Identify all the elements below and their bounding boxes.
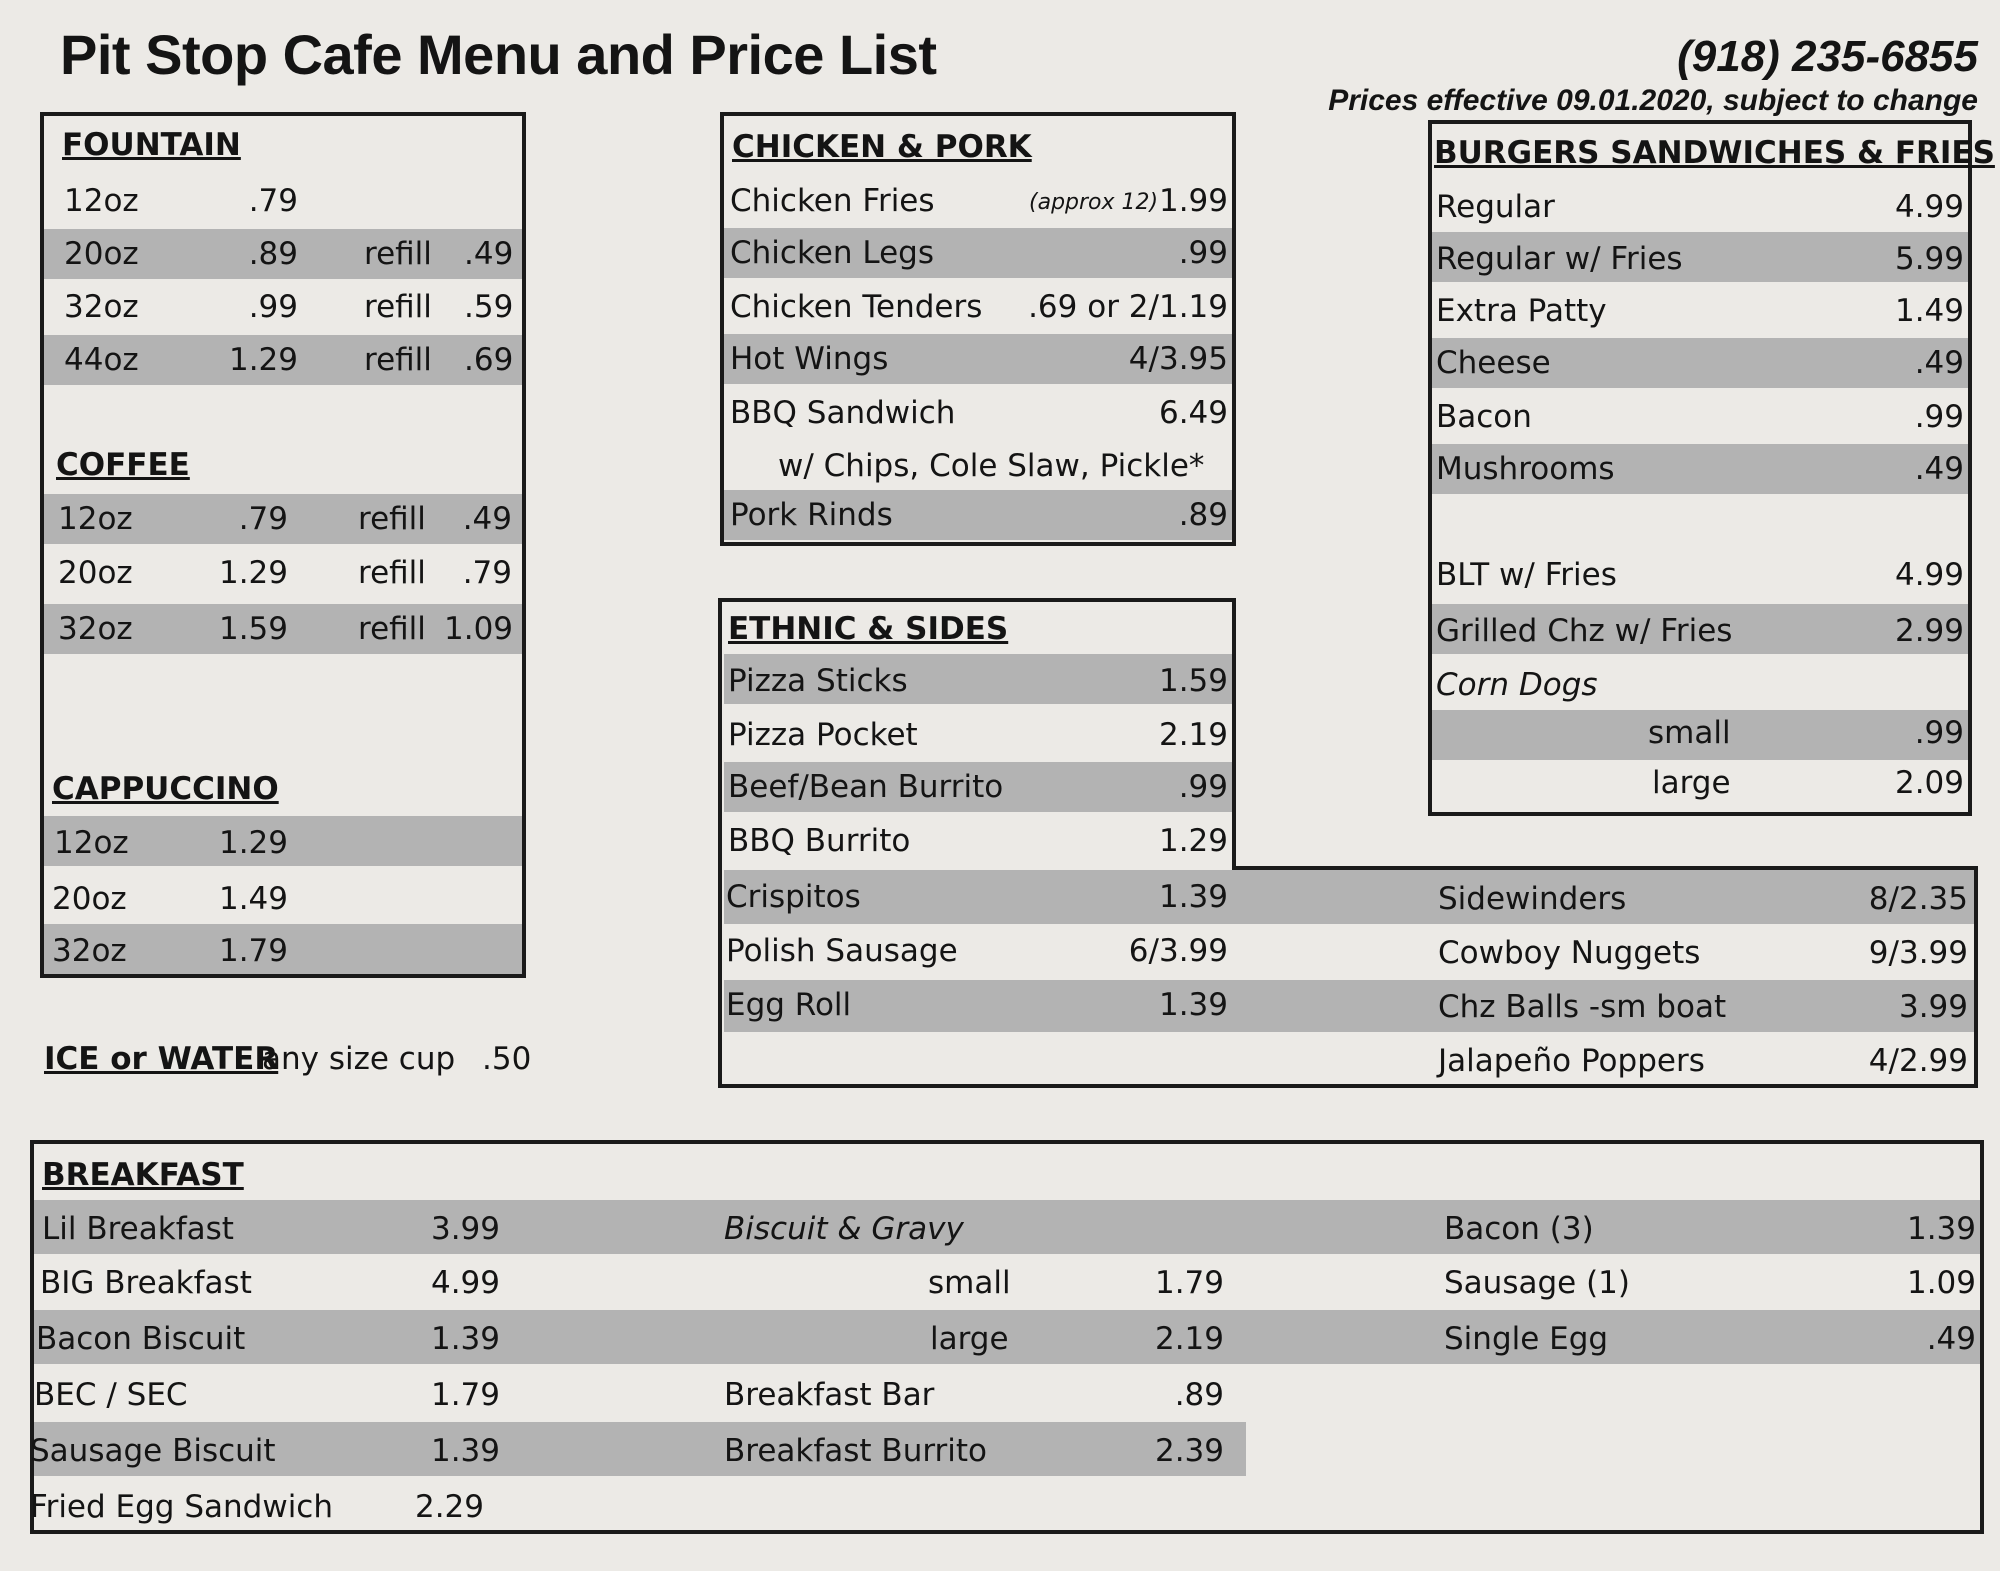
fountain-refill-price: .59 [464,289,514,325]
item-price: 1.39 [1906,1211,1976,1247]
burgers-row [1432,604,1968,654]
price-notice: Prices effective 09.01.2020, subject to change [1328,84,1978,117]
item-price: 5.99 [1894,241,1964,277]
ice-water-price: .50 [482,1041,532,1077]
burgers-header: BURGERS SANDWICHES & FRIES [1434,135,1995,171]
item-name: Lil Breakfast [42,1211,234,1247]
coffee-refill-label: refill [358,555,426,591]
chicken-pork-section [720,112,1236,546]
burgers-section [1428,120,1995,816]
burgers-row [1432,550,1968,600]
fountain-price: .99 [248,289,298,325]
burgers-row [1432,658,1968,708]
coffee-refill-label: refill [358,501,426,537]
burgers-row [1432,444,1968,494]
item-price: 2.99 [1894,613,1964,649]
item-price: .49 [1914,451,1964,487]
item-name: Chicken Tenders [730,289,983,325]
ethnic-sides-header: ETHNIC & SIDES [728,611,1009,647]
cappuccino-row [44,816,522,866]
item-name: Jalapeño Poppers [1438,1043,1705,1079]
burgers-row [1432,232,1968,282]
fountain-row [44,282,522,332]
chicken-pork-row [724,388,1232,438]
item-price: 1.39 [1158,879,1228,915]
item-name: Breakfast Burrito [724,1433,988,1469]
item-name: Hot Wings [730,341,889,377]
item-name: Pork Rinds [730,497,893,533]
chicken-pork-row [724,334,1232,384]
fountain-refill-label: refill [364,236,432,272]
ethnic-border [718,598,1236,602]
item-name: Single Egg [1444,1321,1609,1357]
coffee-refill-price: .49 [462,501,512,537]
burgers-row [1432,760,1968,810]
item-name: Pizza Sticks [728,663,908,699]
coffee-row [44,548,522,598]
item-price: 4.99 [430,1265,500,1301]
burgers-row [1432,286,1968,336]
burgers-row [1432,392,1968,442]
ethnic-border [718,1084,1978,1088]
item-name: BEC / SEC [34,1377,188,1413]
item-name: Cowboy Nuggets [1438,935,1701,971]
breakfast-shade [34,1200,1980,1254]
item-name: large [1652,765,1731,801]
cappuccino-row [44,924,522,974]
fountain-refill-label: refill [364,342,432,378]
item-name: Chicken Legs [730,235,934,271]
fountain-row [44,335,522,385]
item-price: 1.39 [430,1433,500,1469]
fountain-size: 12oz [64,183,139,219]
cappuccino-header: CAPPUCCINO [52,771,279,807]
ethnic-shade [724,980,1974,1032]
item-name: Sausage Biscuit [30,1433,276,1469]
cappuccino-price: 1.29 [218,825,288,861]
item-price: 4/3.95 [1128,341,1228,377]
cappuccino-size: 32oz [52,933,127,969]
phone-number: (918) 235-6855 [1677,32,1978,81]
fountain-size: 20oz [64,236,139,272]
item-price: .89 [1174,1377,1224,1413]
item-price: 1.79 [1154,1265,1224,1301]
coffee-size: 32oz [58,611,133,647]
fountain-price: 1.29 [228,342,298,378]
coffee-size: 12oz [58,501,133,537]
breakfast-header: BREAKFAST [42,1157,244,1193]
fountain-price: .79 [248,183,298,219]
item-price: 2.29 [414,1489,484,1525]
item-price: 6/3.99 [1128,933,1228,969]
item-price: 6.49 [1158,395,1228,431]
item-name: Chicken Fries [730,183,935,219]
item-price: 1.39 [1158,987,1228,1023]
item-name: small [1648,715,1731,751]
chicken-pork-row [724,282,1232,332]
chicken-pork-header: CHICKEN & PORK [732,129,1032,165]
ethnic-shade [724,870,1974,924]
cappuccino-row [44,872,522,922]
coffee-refill-price: .79 [462,555,512,591]
drinks-section [40,112,526,978]
item-name: Egg Roll [726,987,852,1023]
item-name: Crispitos [726,879,861,915]
item-name: Bacon Biscuit [36,1321,246,1357]
item-name: Sidewinders [1438,881,1627,917]
breakfast-section [30,1140,1984,1534]
item-price: .99 [1914,715,1964,751]
item-name: BIG Breakfast [40,1265,252,1301]
burgers-row [1432,710,1968,760]
item-price: 1.79 [430,1377,500,1413]
item-name: Pizza Pocket [728,717,918,753]
item-name: small [928,1265,1011,1301]
item-name: BBQ Sandwich [730,395,956,431]
item-price: 8/2.35 [1868,881,1968,917]
chicken-pork-row [724,490,1232,540]
cappuccino-price: 1.79 [218,933,288,969]
fountain-refill-price: .69 [464,342,514,378]
coffee-refill-price: 1.09 [444,611,514,647]
fountain-row [44,229,522,279]
item-price: 1.59 [1158,663,1228,699]
coffee-refill-label: refill [358,611,426,647]
ethnic-border [1974,866,1978,1088]
item-price: 1.09 [1906,1265,1976,1301]
item-detail: w/ Chips, Cole Slaw, Pickle* [778,448,1205,484]
item-price: .99 [1914,399,1964,435]
item-price: .99 [1178,235,1228,271]
item-price: 2.39 [1154,1433,1224,1469]
menu-title: Pit Stop Cafe Menu and Price List [60,23,937,86]
coffee-price: 1.29 [218,555,288,591]
chicken-pork-row [724,228,1232,278]
item-name: Extra Patty [1436,293,1607,329]
item-name: Chz Balls -sm boat [1438,989,1727,1025]
burgers-row [1432,338,1968,388]
item-price: .89 [1178,497,1228,533]
item-name: Biscuit & Gravy [724,1211,964,1247]
coffee-size: 20oz [58,555,133,591]
item-note: (approx 12) [1029,190,1159,215]
item-name: Grilled Chz w/ Fries [1436,613,1733,649]
chicken-pork-row [724,441,1232,491]
fountain-size: 32oz [64,289,139,325]
coffee-row [44,604,522,654]
item-name: Fried Egg Sandwich [30,1489,333,1525]
coffee-header: COFFEE [56,447,190,483]
coffee-price: 1.59 [218,611,288,647]
ice-water-desc: any size cup [262,1041,456,1077]
item-name: large [930,1321,1009,1357]
fountain-size: 44oz [64,342,139,378]
item-price: 1.99 [1158,183,1228,219]
cappuccino-size: 20oz [52,881,127,917]
chicken-pork-row [724,176,1232,226]
ethnic-border [1232,598,1236,870]
item-price: .49 [1914,345,1964,381]
item-price: .99 [1178,769,1228,805]
item-price: 1.29 [1158,823,1228,859]
fountain-refill-price: .49 [464,236,514,272]
ice-water-label: ICE or WATER [44,1041,279,1077]
item-name: Bacon [1436,399,1532,435]
fountain-refill-label: refill [364,289,432,325]
item-price: 2.09 [1894,765,1964,801]
item-price: .49 [1926,1321,1976,1357]
item-name: Beef/Bean Burrito [728,769,1004,805]
item-name: Breakfast Bar [724,1377,935,1413]
item-name: Bacon (3) [1444,1211,1594,1247]
cappuccino-price: 1.49 [218,881,288,917]
item-price: .69 or 2/1.19 [1028,289,1228,325]
item-price: 2.19 [1154,1321,1224,1357]
item-name: Regular w/ Fries [1436,241,1683,277]
item-name: BBQ Burrito [728,823,911,859]
item-name: Sausage (1) [1444,1265,1630,1301]
item-price: 2.19 [1158,717,1228,753]
item-price: 1.39 [430,1321,500,1357]
fountain-row [44,176,522,226]
item-price: 9/3.99 [1868,935,1968,971]
fountain-price: .89 [248,236,298,272]
fountain-header: FOUNTAIN [62,127,241,163]
item-name: Cheese [1436,345,1551,381]
item-price: 4.99 [1894,189,1964,225]
coffee-row [44,494,522,544]
item-name: BLT w/ Fries [1436,557,1617,593]
item-price: 4.99 [1894,557,1964,593]
item-name: Corn Dogs [1436,667,1598,703]
item-name: Mushrooms [1436,451,1615,487]
ethnic-border [718,598,722,1088]
coffee-price: .79 [238,501,288,537]
item-price: 1.49 [1894,293,1964,329]
item-name: Regular [1436,189,1555,225]
item-price: 4/2.99 [1868,1043,1968,1079]
ethnic-border [1232,866,1978,870]
item-price: 3.99 [430,1211,500,1247]
item-price: 3.99 [1898,989,1968,1025]
burgers-row [1432,182,1968,232]
cappuccino-size: 12oz [54,825,129,861]
item-name: Polish Sausage [726,933,958,969]
